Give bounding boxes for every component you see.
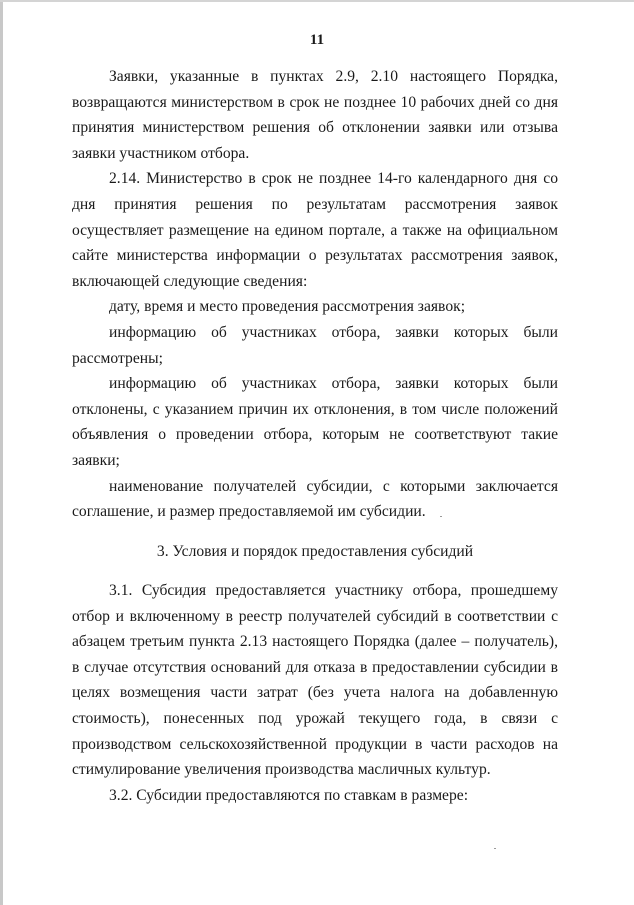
scan-speck	[494, 848, 496, 849]
paragraph-3-1: 3.1. Субсидия предоставляется участнику отбора, прошедшему отбор и включенному в реестр получателей субсидий в соответствии с абзацем третьим пункта 2.13 настоящего Порядка (далее – получатель), в случае отсутствия оснований для отказа в предоставлении субсидии в целях возмещения части затрат (без учета налога на добавленную стоимость), понесенных под урожай текущего года, в связи с производством сельскохозяйственной продукции в части расходов на стимулирование увеличения производства масличных культур.	[72, 582, 558, 779]
list-item-date-time-place: дату, время и место проведения рассмотрения заявок;	[109, 298, 466, 316]
scan-top-shadow	[0, 0, 634, 2]
scan-edge-shadow	[0, 0, 3, 905]
list-item-recipients: наименование получателей субсидии, с которыми заключается соглашение, и размер предоставляемой им субсидии.	[72, 477, 558, 521]
section-3-body	[72, 578, 558, 808]
scan-speck	[440, 516, 442, 517]
list-item-rejected-participants: информацию об участниках отбора, заявки которых были отклонены, с указанием причин их отклонения, в том числе положений объявления о проведении отбора, которым не соответствуют такие заявки;	[72, 375, 558, 469]
paragraph-applications-return: Заявки, указанные в пунктах 2.9, 2.10 настоящего Порядка, возвращаются министерством в срок не позднее 10 рабочих дней со дня принятия министерством решения об отклонении заявки или отзыва заявки участником отбора.	[72, 68, 558, 162]
paragraph-3-2: 3.2. Субсидии предоставляются по ставкам в размере:	[109, 786, 469, 804]
list-item-considered-participants: информацию об участниках отбора, заявки которых были рассмотрены;	[72, 323, 558, 367]
section-1-body	[72, 64, 558, 525]
section-3-heading: 3. Условия и порядок предоставления субсидий	[156, 543, 474, 560]
paragraph-2-14: 2.14. Министерство в срок не позднее 14-го календарного дня со дня принятия решения по результатам рассмотрения заявок осуществляет размещение на едином портале, а также на официальном сайте министерства информации о результатах рассмотрения заявок, включающей следующие сведения:	[72, 170, 558, 290]
page-number: 11	[309, 32, 325, 48]
